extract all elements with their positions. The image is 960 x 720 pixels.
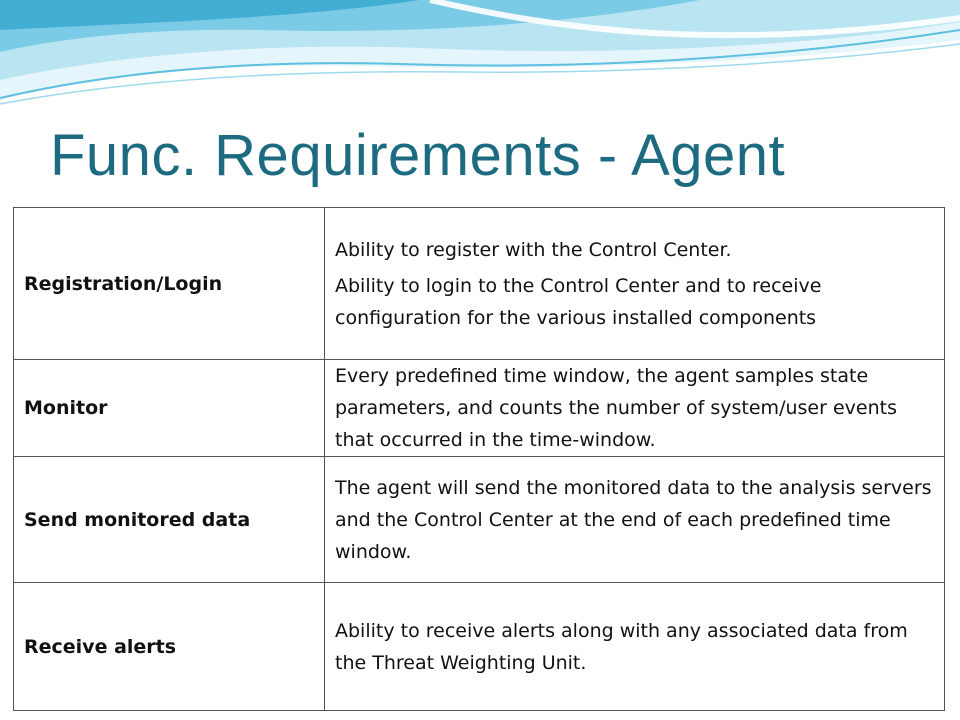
table-row: [14, 583, 945, 711]
requirement-line: Ability to receive alerts along with any associated data from the Threat Weighting Unit.: [335, 619, 908, 674]
requirement-line: Every predefined time window, the agent samples state parameters, and counts the number of system/user events that occurred in the time-window.: [335, 365, 897, 451]
requirement-description: [325, 457, 945, 583]
table-row: [14, 457, 945, 583]
header-wave-decoration: [0, 0, 960, 120]
requirement-description: [325, 208, 945, 360]
table-row: [14, 208, 945, 360]
requirements-table: [13, 207, 945, 711]
requirement-line: The agent will send the monitored data to the analysis servers and the Control Center at the end of each predefined time window.: [335, 476, 932, 563]
requirement-description: [325, 360, 945, 457]
requirement-label: Receive alerts: [14, 583, 325, 711]
requirement-label: Registration/Login: [14, 208, 325, 360]
requirement-line: Ability to register with the Control Center.: [335, 238, 732, 261]
requirement-label: Send monitored data: [14, 457, 325, 583]
requirement-description: [325, 583, 945, 711]
slide-title: Func. Requirements - Agent: [50, 123, 786, 188]
requirement-line: Ability to login to the Control Center and to receive configuration for the various installed components: [335, 274, 822, 329]
requirement-label: Monitor: [14, 360, 325, 457]
table-row: [14, 360, 945, 457]
